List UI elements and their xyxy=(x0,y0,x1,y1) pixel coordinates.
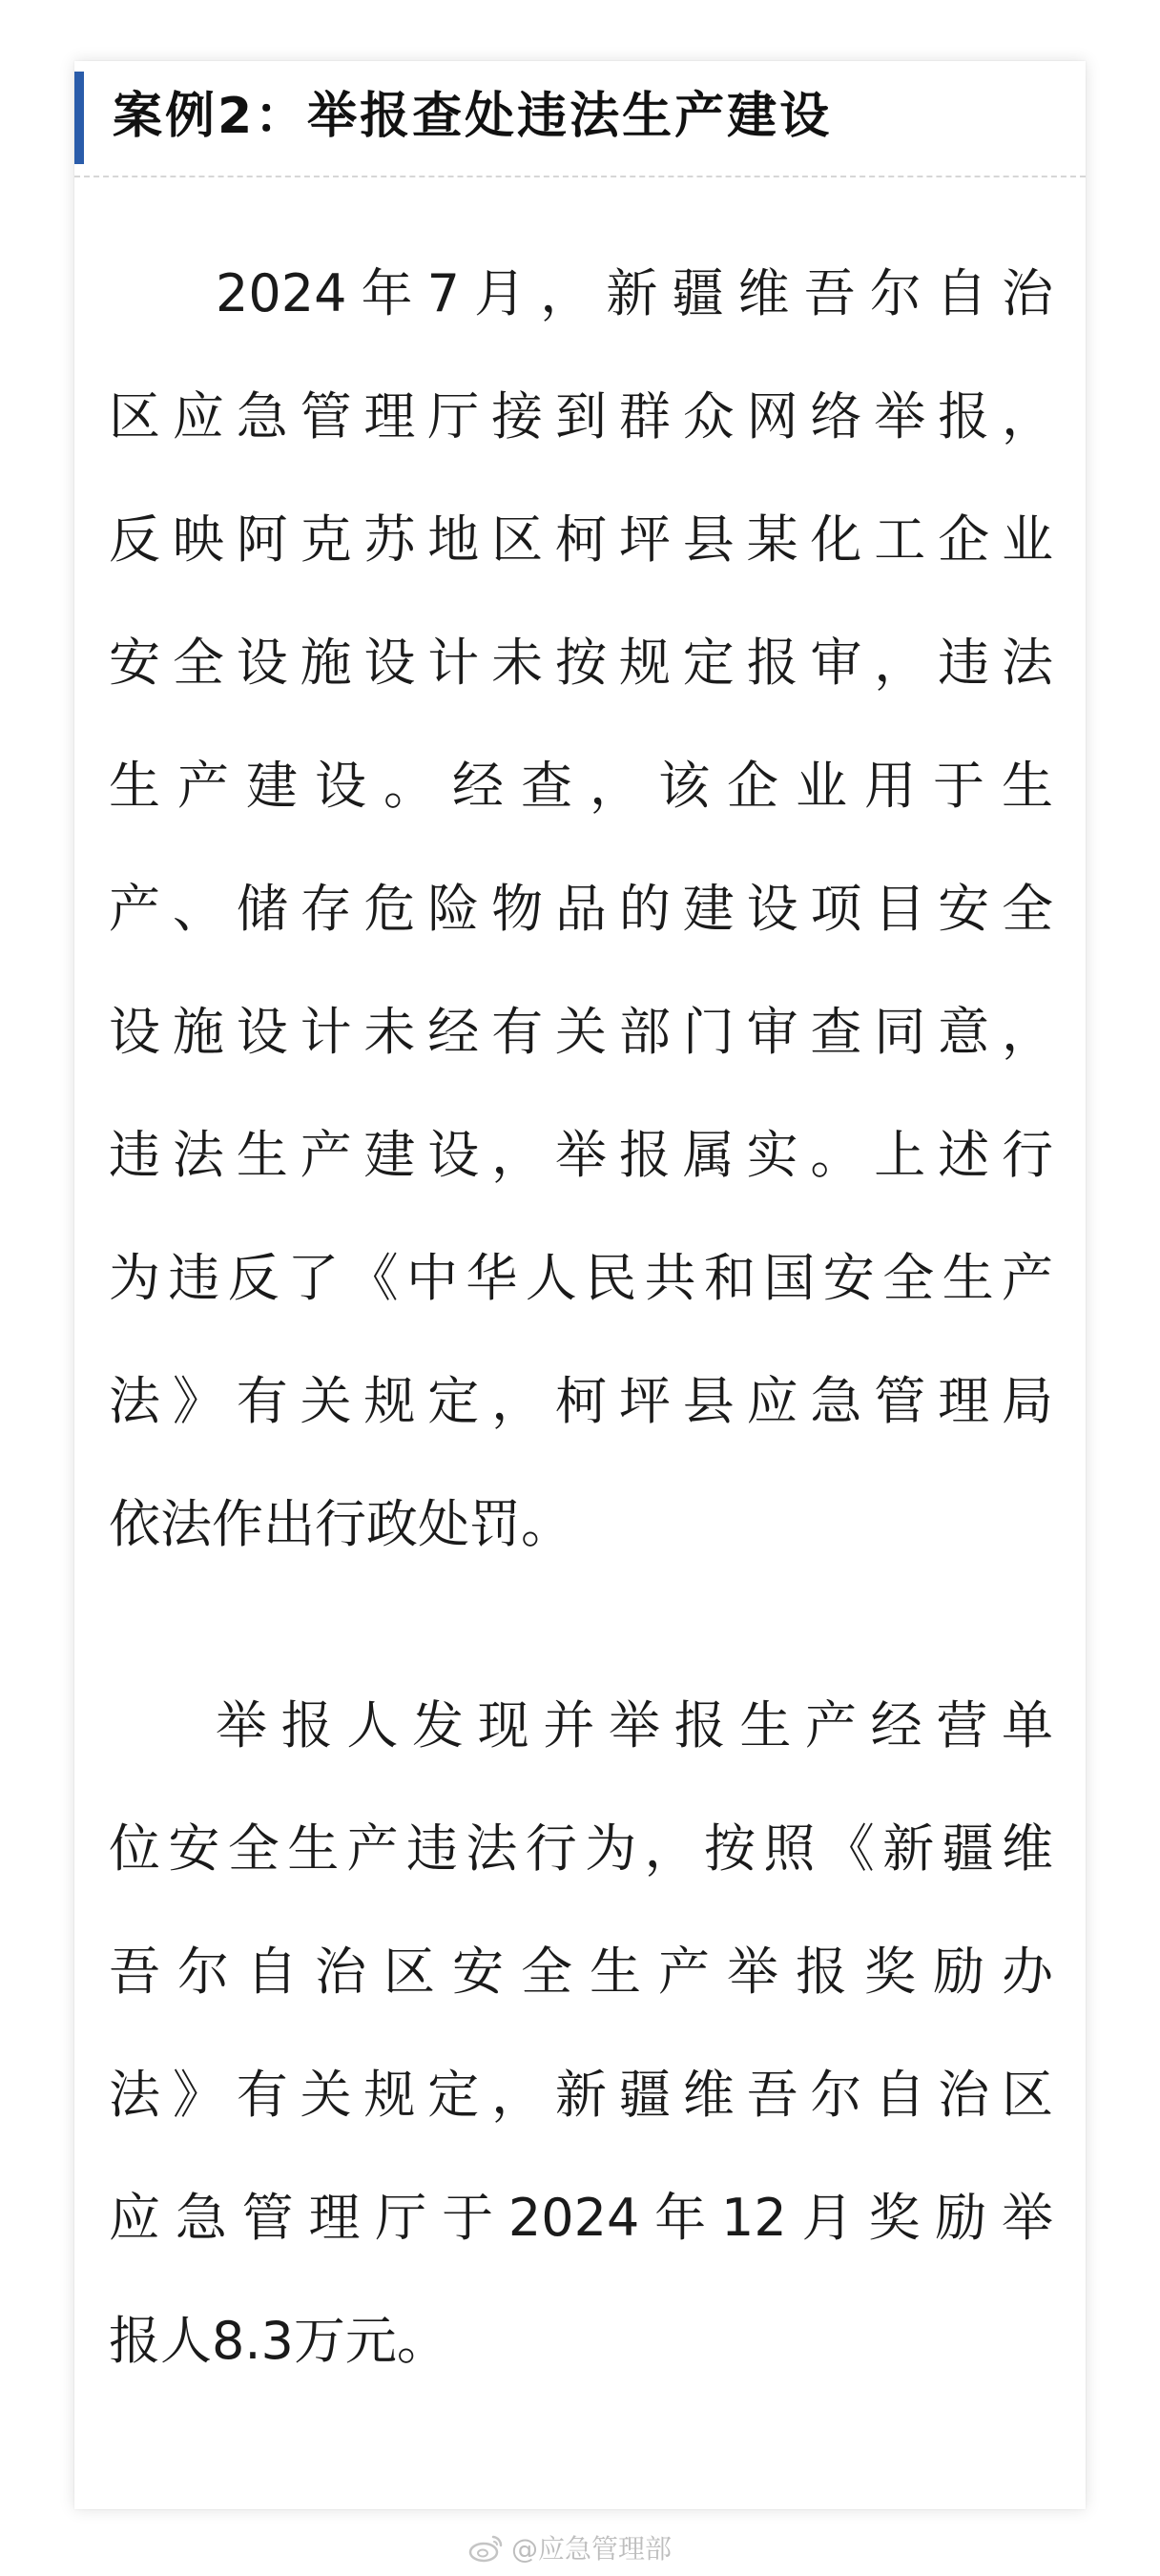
paragraph-line: 生产建设。经查，该企业用于生 xyxy=(109,756,1053,816)
paragraph-line: 反映阿克苏地区柯坪县某化工企业 xyxy=(109,509,1053,570)
paragraph-line: 法》有关规定，柯坪县应急管理局 xyxy=(109,1371,1053,1431)
paragraph-line: 设施设计未经有关部门审查同意， xyxy=(109,1002,1053,1062)
paragraph-line: 法》有关规定，新疆维吾尔自治区 xyxy=(109,2065,1053,2125)
paragraph-line: 依法作出行政处罚。 xyxy=(109,1494,572,1554)
paragraph-line: 报人8.3万元。 xyxy=(109,2311,448,2371)
paragraph-line: 违法生产建设，举报属实。上述行 xyxy=(109,1125,1053,1185)
title-accent-bar xyxy=(74,72,84,164)
paragraph-line: 举报人发现并举报生产经营单 xyxy=(216,1695,1053,1755)
case-header xyxy=(74,61,1086,177)
paragraph-line: 应急管理厅于2024年12月奖励举 xyxy=(109,2188,1053,2248)
weibo-icon xyxy=(467,2531,506,2564)
paragraph-line: 2024年7月，新疆维吾尔自治 xyxy=(216,263,1053,323)
paragraph-line: 产、储存危险物品的建设项目安全 xyxy=(109,879,1053,939)
watermark-text: @应急管理部 xyxy=(511,2533,673,2565)
case-title: 案例2：举报查处违法生产建设 xyxy=(113,88,833,145)
paragraph-line: 为违反了《中华人民共和国安全生产 xyxy=(109,1248,1053,1308)
paragraph-reward xyxy=(109,1664,1053,2402)
paragraph-line: 安全设施设计未按规定报审，违法 xyxy=(109,633,1053,693)
weibo-watermark xyxy=(467,2528,672,2566)
paragraph-line: 位安全生产违法行为，按照《新疆维 xyxy=(109,1818,1053,1879)
paragraph-line: 吾尔自治区安全生产举报奖励办 xyxy=(109,1942,1053,2002)
paragraph-case-description xyxy=(109,232,1053,1586)
paragraph-line: 区应急管理厅接到群众网络举报， xyxy=(109,386,1053,447)
